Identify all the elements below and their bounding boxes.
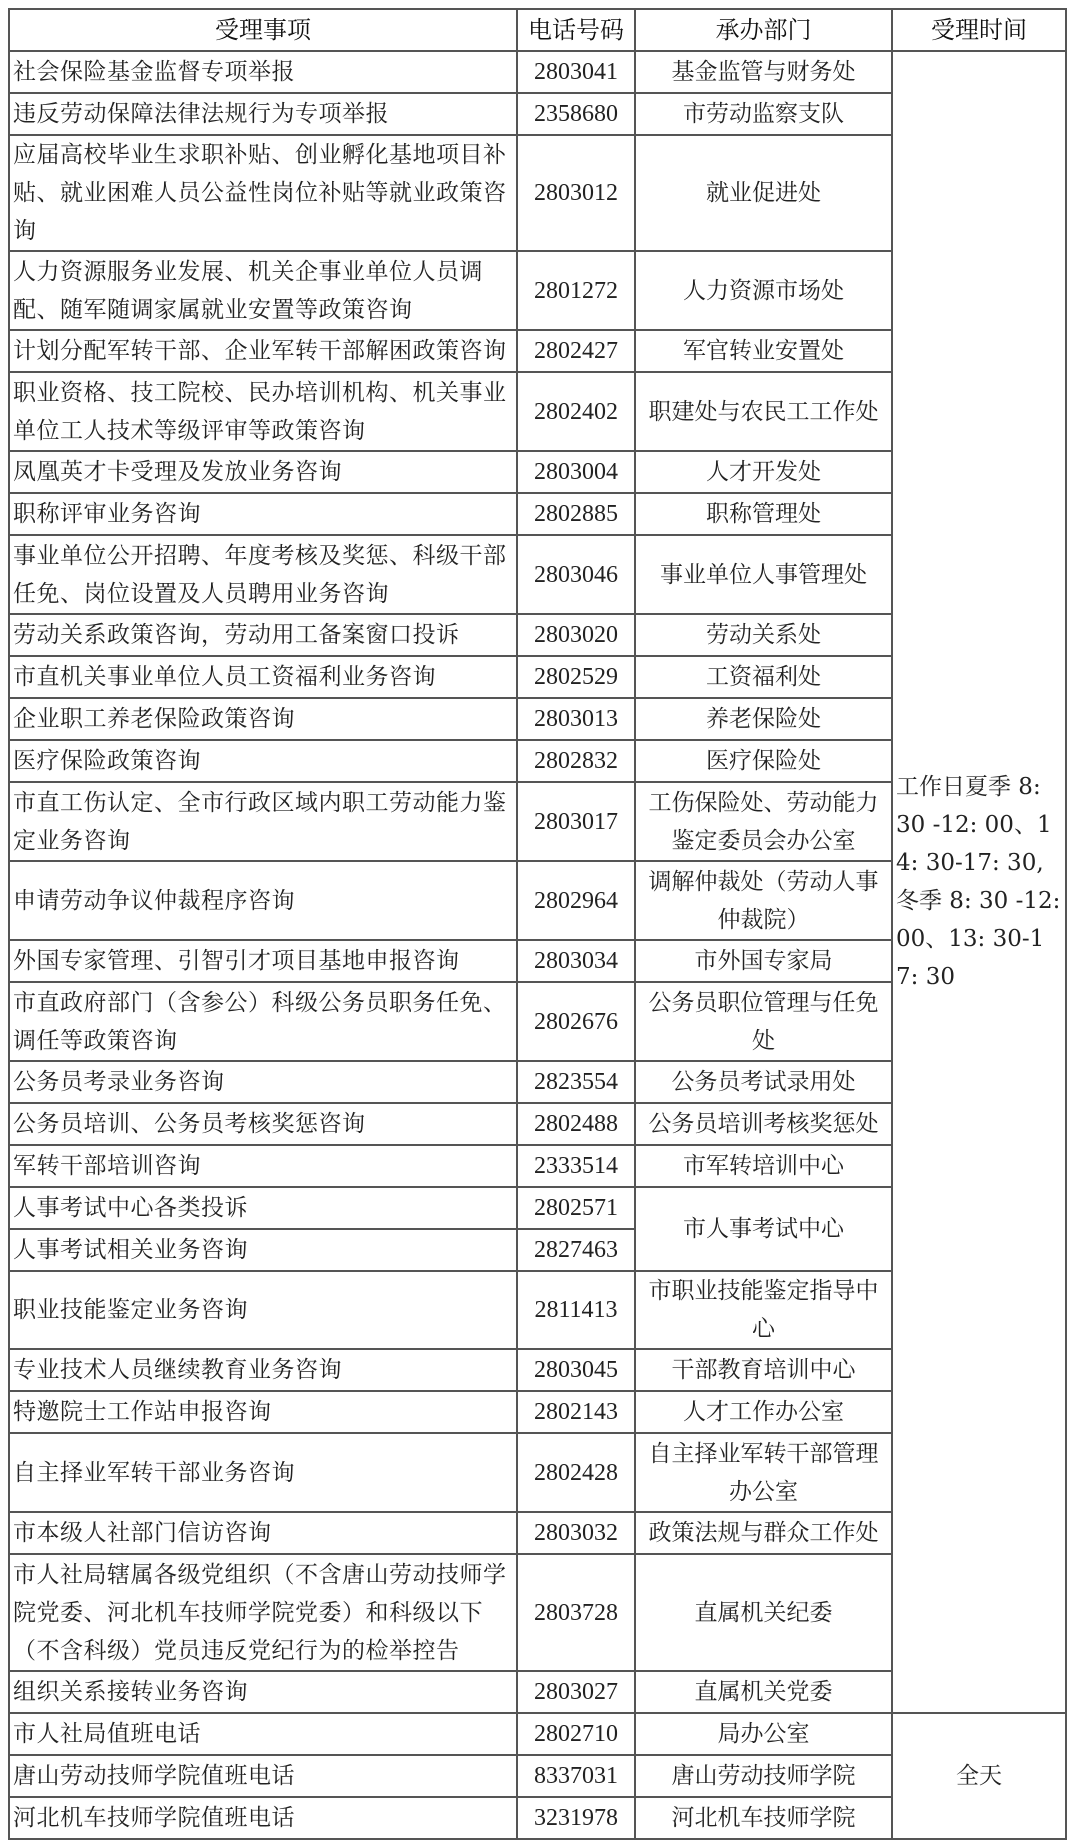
item-cell: 社会保险基金监督专项举报: [9, 51, 517, 93]
dept-cell: 自主择业军转干部管理办公室: [635, 1433, 892, 1512]
dept-cell: 市外国专家局: [635, 940, 892, 982]
dept-cell: 政策法规与群众工作处: [635, 1512, 892, 1554]
item-cell: 市直工伤认定、全市行政区域内职工劳动能力鉴定业务咨询: [9, 782, 517, 861]
header-phone: 电话号码: [517, 9, 635, 51]
dept-cell: 就业促进处: [635, 135, 892, 251]
item-cell: 企业职工养老保险政策咨询: [9, 698, 517, 740]
phone-cell: 2802428: [517, 1433, 635, 1512]
header-dept: 承办部门: [635, 9, 892, 51]
item-cell: 应届高校毕业生求职补贴、创业孵化基地项目补贴、就业困难人员公益性岗位补贴等就业政策咨询: [9, 135, 517, 251]
phone-cell: 2823554: [517, 1061, 635, 1103]
phone-cell: 2803013: [517, 698, 635, 740]
item-cell: 职称评审业务咨询: [9, 493, 517, 535]
dept-cell: 干部教育培训中心: [635, 1349, 892, 1391]
dept-cell: 河北机车技师学院: [635, 1797, 892, 1839]
dept-cell: 唐山劳动技师学院: [635, 1755, 892, 1797]
item-cell: 唐山劳动技师学院值班电话: [9, 1755, 517, 1797]
phone-cell: 2801272: [517, 251, 635, 330]
phone-cell: 2802571: [517, 1187, 635, 1229]
item-cell: 人事考试相关业务咨询: [9, 1229, 517, 1271]
phone-cell: 2803012: [517, 135, 635, 251]
item-cell: 特邀院士工作站申报咨询: [9, 1391, 517, 1433]
item-cell: 违反劳动保障法律法规行为专项举报: [9, 93, 517, 135]
phone-cell: 2811413: [517, 1271, 635, 1349]
dept-cell: 养老保险处: [635, 698, 892, 740]
phone-cell: 8337031: [517, 1755, 635, 1797]
phone-cell: 2802832: [517, 740, 635, 782]
phone-cell: 2803045: [517, 1349, 635, 1391]
item-cell: 军转干部培训咨询: [9, 1145, 517, 1187]
phone-cell: 2802529: [517, 656, 635, 698]
dept-cell: 事业单位人事管理处: [635, 535, 892, 614]
item-cell: 市本级人社部门信访咨询: [9, 1512, 517, 1554]
header-item: 受理事项: [9, 9, 517, 51]
phone-cell: 2802427: [517, 330, 635, 372]
item-cell: 公务员培训、公务员考核奖惩咨询: [9, 1103, 517, 1145]
item-cell: 人事考试中心各类投诉: [9, 1187, 517, 1229]
phone-cell: 2803027: [517, 1671, 635, 1713]
dept-cell: 直属机关党委: [635, 1671, 892, 1713]
item-cell: 医疗保险政策咨询: [9, 740, 517, 782]
item-cell: 凤凰英才卡受理及发放业务咨询: [9, 451, 517, 493]
dept-cell: 公务员职位管理与任免处: [635, 982, 892, 1061]
phone-cell: 2803017: [517, 782, 635, 861]
phone-cell: 3231978: [517, 1797, 635, 1839]
phone-cell: 2803041: [517, 51, 635, 93]
item-cell: 专业技术人员继续教育业务咨询: [9, 1349, 517, 1391]
table-row: [9, 1713, 1066, 1755]
item-cell: 人力资源服务业发展、机关企事业单位人员调配、随军随调家属就业安置等政策咨询: [9, 251, 517, 330]
item-cell: 申请劳动争议仲裁程序咨询: [9, 861, 517, 940]
item-cell: 事业单位公开招聘、年度考核及奖惩、科级干部任免、岗位设置及人员聘用业务咨询: [9, 535, 517, 614]
dept-cell: 基金监管与财务处: [635, 51, 892, 93]
phone-cell: 2802143: [517, 1391, 635, 1433]
phone-cell: 2803046: [517, 535, 635, 614]
item-cell: 公务员考录业务咨询: [9, 1061, 517, 1103]
phone-cell: 2802402: [517, 372, 635, 451]
phone-cell: 2803034: [517, 940, 635, 982]
item-cell: 职业技能鉴定业务咨询: [9, 1271, 517, 1349]
phone-cell: 2802488: [517, 1103, 635, 1145]
item-cell: 自主择业军转干部业务咨询: [9, 1433, 517, 1512]
dept-cell: 公务员考试录用处: [635, 1061, 892, 1103]
dept-cell: 职称管理处: [635, 493, 892, 535]
phone-cell: 2803004: [517, 451, 635, 493]
dept-cell: 市劳动监察支队: [635, 93, 892, 135]
table-header-row: [9, 9, 1066, 51]
phone-cell: 2803020: [517, 614, 635, 656]
phone-cell: 2358680: [517, 93, 635, 135]
dept-cell: 军官转业安置处: [635, 330, 892, 372]
item-cell: 市人社局值班电话: [9, 1713, 517, 1755]
dept-cell: 直属机关纪委: [635, 1554, 892, 1671]
dept-cell-merged: 市人事考试中心: [635, 1187, 892, 1271]
hours-cell-allday: 全天: [892, 1713, 1066, 1839]
dept-cell: 工资福利处: [635, 656, 892, 698]
dept-cell: 工伤保险处、劳动能力鉴定委员会办公室: [635, 782, 892, 861]
phone-cell: 2803728: [517, 1554, 635, 1671]
dept-cell: 劳动关系处: [635, 614, 892, 656]
header-hours: 受理时间: [892, 9, 1066, 51]
item-cell: 市直机关事业单位人员工资福利业务咨询: [9, 656, 517, 698]
phone-cell: 2802964: [517, 861, 635, 940]
phone-cell: 2827463: [517, 1229, 635, 1271]
table-row: [9, 51, 1066, 93]
item-cell: 河北机车技师学院值班电话: [9, 1797, 517, 1839]
item-cell: 组织关系接转业务咨询: [9, 1671, 517, 1713]
item-cell: 市直政府部门（含参公）科级公务员职务任免、调任等政策咨询: [9, 982, 517, 1061]
phone-cell: 2802885: [517, 493, 635, 535]
phone-cell: 2802676: [517, 982, 635, 1061]
item-cell: 外国专家管理、引智引才项目基地申报咨询: [9, 940, 517, 982]
item-cell: 职业资格、技工院校、民办培训机构、机关事业单位工人技术等级评审等政策咨询: [9, 372, 517, 451]
phone-cell: 2803032: [517, 1512, 635, 1554]
dept-cell: 市职业技能鉴定指导中心: [635, 1271, 892, 1349]
dept-cell: 局办公室: [635, 1713, 892, 1755]
hotline-table: [8, 8, 1067, 1840]
dept-cell: 人才开发处: [635, 451, 892, 493]
phone-cell: 2802710: [517, 1713, 635, 1755]
dept-cell: 人才工作办公室: [635, 1391, 892, 1433]
dept-cell: 公务员培训考核奖惩处: [635, 1103, 892, 1145]
dept-cell: 市军转培训中心: [635, 1145, 892, 1187]
dept-cell: 调解仲裁处（劳动人事仲裁院）: [635, 861, 892, 940]
dept-cell: 职建处与农民工工作处: [635, 372, 892, 451]
hours-cell-workday: 工作日夏季 8: 30 -12: 00、14: 30-17: 30, 冬季 8: 30 -12: 00、13: 30-17: 30: [892, 51, 1066, 1713]
phone-cell: 2333514: [517, 1145, 635, 1187]
dept-cell: 医疗保险处: [635, 740, 892, 782]
dept-cell: 人力资源市场处: [635, 251, 892, 330]
item-cell: 劳动关系政策咨询，劳动用工备案窗口投诉: [9, 614, 517, 656]
item-cell: 计划分配军转干部、企业军转干部解困政策咨询: [9, 330, 517, 372]
item-cell: 市人社局辖属各级党组织（不含唐山劳动技师学院党委、河北机车技师学院党委）和科级以下（不含科级）党员违反党纪行为的检举控告: [9, 1554, 517, 1671]
